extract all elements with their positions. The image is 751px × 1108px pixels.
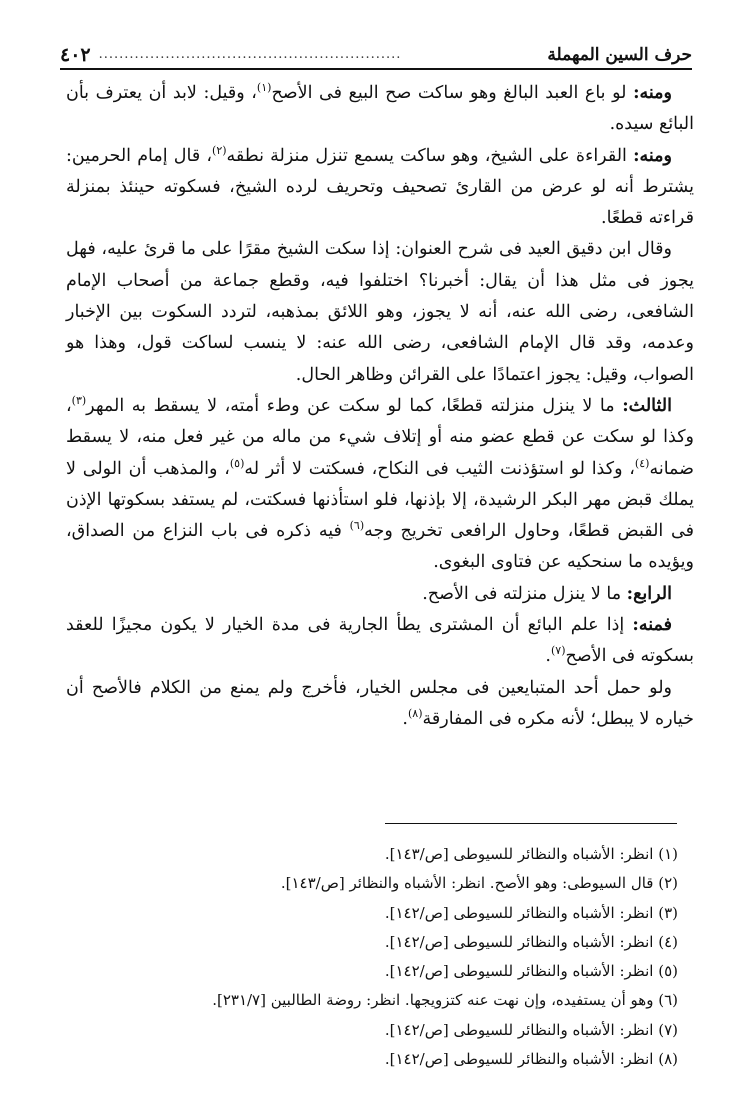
paragraph-text: لو باع العبد البالغ وهو ساكت صح البيع فى الأصح bbox=[271, 83, 634, 103]
paragraph-text: فيه ذكره فى باب النزاع من الصداق، ويؤيده ما سنحكيه عن فتاوى البغوى. bbox=[66, 521, 694, 573]
paragraph-text: إذا علم البائع أن المشترى يطأ الجارية فى مدة الخيار لا يكون مجيزًا للعقد بسكوته فى الأصح bbox=[66, 615, 694, 667]
paragraph-text: . bbox=[545, 646, 551, 667]
footnote-ref: (٨) bbox=[408, 707, 423, 721]
paragraph-5 bbox=[66, 579, 694, 610]
paragraph-text: ما لا ينزل منزلته قطعًا، كما لو سكت عن وطء أمته، لا يسقط به المهر bbox=[86, 395, 623, 416]
footnotes bbox=[66, 840, 678, 1074]
paragraph-text: ما لا ينزل منزلته فى الأصح. bbox=[422, 583, 627, 604]
footnote-5: (٥) انظر: الأشباه والنظائر للسيوطى [ص/١٤٢]. bbox=[384, 962, 678, 981]
footnote-separator bbox=[385, 823, 677, 824]
paragraph-text: . bbox=[402, 708, 408, 729]
paragraph-text: ولو حمل أحد المتبايعين فى مجلس الخيار، فأخرج ولم يمنع من الكلام فالأصح أن خياره لا يبطل؛ لأنه مكره فى المفارقة bbox=[66, 677, 694, 729]
footnote-ref: (٦) bbox=[349, 519, 365, 533]
page-number: ٤٠٢ bbox=[60, 44, 91, 66]
paragraph-lead: الثالث: bbox=[622, 395, 672, 416]
paragraph-lead: ومنه: bbox=[633, 83, 673, 103]
footnote-6: (٦) وهو أن يستفيده، وإن نهت عنه كتزويجها. انظر: روضة الطالبين [٢٣١/٧]. bbox=[212, 991, 678, 1010]
paragraph-6 bbox=[66, 610, 694, 673]
main-text bbox=[66, 78, 694, 735]
paragraph-text: ، قال إمام الحرمين: يشترط أنه لو عرض من القارئ تصحيف وتحريف لرده الشيخ، فسكوته حينئذ بمنزلة قراءته قطعًا. bbox=[66, 145, 694, 229]
footnote-3: (٣) انظر: الأشباه والنظائر للسيوطى [ص/١٤٢]. bbox=[384, 903, 678, 922]
page-header bbox=[60, 36, 692, 70]
footnote-ref: (٣) bbox=[71, 394, 87, 408]
leader-dots: ........................................................... bbox=[98, 47, 402, 62]
footnote-2: (٢) قال السيوطى: وهو الأصح. انظر: الأشباه والنظائر [ص/١٤٣]. bbox=[280, 874, 678, 893]
paragraph-text: ، وكذا لو استؤذنت الثيب فى النكاح، فسكتت لا أثر له bbox=[244, 458, 635, 479]
paragraph-7 bbox=[66, 673, 694, 736]
footnote-4: (٤) انظر: الأشباه والنظائر للسيوطى [ص/١٤٢]. bbox=[384, 932, 678, 951]
footnote-1: (١) انظر: الأشباه والنظائر للسيوطى [ص/١٤٣]. bbox=[384, 845, 678, 863]
paragraph-text: ، والمذهب أن الولى لا يملك قبض مهر البكر الرشيدة، إلا بإذنها، فلو استأذنها فسكتت، لم يستفد بسكوتها الإذن فى القبض قطعًا، وحاول الرافعى تخريج وجه bbox=[66, 458, 694, 542]
paragraph-text: ، وكذا لو سكت عن قطع عضو منه أو إتلاف شيء من ماله من غير فعل منه، لا يسقط ضمانه bbox=[66, 395, 694, 479]
paragraph-lead: ومنه: bbox=[633, 145, 673, 166]
paragraph-text: القراءة على الشيخ، وهو ساكت يسمع تنزل منزلة نطقه bbox=[226, 145, 634, 166]
paragraph-lead: فمنه: bbox=[632, 615, 672, 636]
paragraph-2 bbox=[66, 141, 694, 235]
paragraph-text: ، وقيل: لابد أن يعترف بأن البائع سيده. bbox=[66, 83, 694, 135]
paragraph-1 bbox=[66, 78, 694, 141]
footnote-ref: (٧) bbox=[550, 644, 566, 658]
footnote-ref: (١) bbox=[256, 81, 272, 95]
footnote-ref: (٤) bbox=[634, 456, 650, 470]
paragraph-3: وقال ابن دقيق العيد فى شرح العنوان: إذا سكت الشيخ مقرًا على ما قرئ عليه، فهل يجوز فى مثل هذا أن يقال: أخبرنا؟ اختلفوا فيه، وقطع جماعة من أصحاب الإمام الشافعى، رضى الله عنه، أنه لا يجوز، وهو اللائق بمذهبه، لتردد السكوت بين الإخبار وعدمه، وقد قال الإمام الشافعى، رضى الله عنه: لا ينسب لساكت قول، وهذا هو الصواب، وقيل: يجوز اعتمادًا على القرائن وظاهر الحال. bbox=[66, 239, 694, 385]
footnote-7: (٧) انظر: الأشباه والنظائر للسيوطى [ص/١٤٢]. bbox=[384, 1020, 678, 1039]
footnote-ref: (٢) bbox=[212, 143, 227, 157]
footnote-ref: (٥) bbox=[229, 456, 245, 470]
footnote-8: (٨) انظر: الأشباه والنظائر للسيوطى [ص/١٤٢]. bbox=[384, 1050, 678, 1069]
running-title: حرف السين المهملة bbox=[547, 45, 692, 65]
paragraph-lead: الرابع: bbox=[626, 583, 672, 604]
paragraph-4 bbox=[66, 391, 694, 579]
